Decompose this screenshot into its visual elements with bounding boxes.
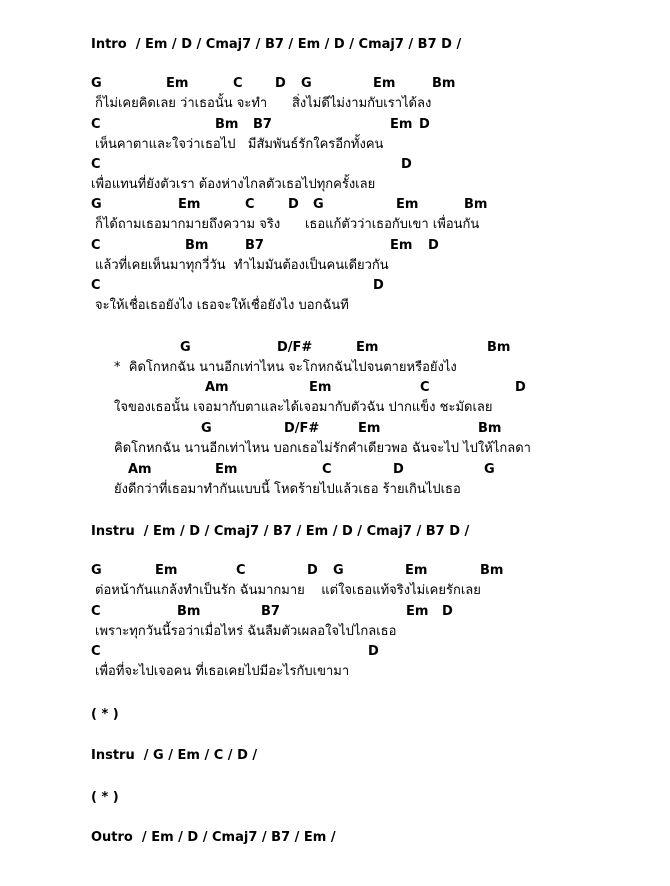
chord: D/F# [277,340,313,355]
chord: Am [128,462,152,477]
chord: C [245,197,255,212]
lyric-line: * คิดโกหกฉัน นานอีกเท่าไหน จะโกหกฉันไปจนตายหรือยังไง [114,360,457,375]
chord: Bm [478,421,502,436]
chord: G [91,563,102,578]
chord: D/F# [284,421,320,436]
chorus-repeat-marker: ( * ) [91,790,119,805]
chord: Em [406,604,429,619]
lyric-line: ก็ได้ถามเธอมากมายถึงความ จริง เธอแก้ตัวว่าเธอกับเขา เพื่อนกัน [95,217,480,232]
lyric-line: ยังดีกว่าที่เธอมาทำกันแบบนี้ โหดร้ายไปแล้วเธอ ร้ายเกินไปเธอ [114,482,461,497]
chord: Bm [432,76,456,91]
lyric-line: จะให้เชื่อเธอยังไง เธอจะให้เชื่อยังไง บอกฉันที [95,298,349,313]
chord: D [428,238,439,253]
chord: Am [205,380,229,395]
chord-row [0,462,670,558]
chord: Em [215,462,238,477]
lyric-line: เพื่อแทนที่ยังตัวเรา ต้องห่างไกลตัวเธอไปทุกครั้งเลย [91,177,376,192]
chord: Em [155,563,178,578]
chord: D [401,157,412,172]
lyric-line: แล้วที่เคยเห็นมาทุกวี่วัน ทำไมมันต้องเป็นคนเดียวกัน [95,258,389,273]
chord: D [442,604,453,619]
chord: Em [356,340,379,355]
chord: Em [358,421,381,436]
chord: D [515,380,526,395]
chord: Bm [480,563,504,578]
chord: C [236,563,246,578]
instru-line: Instru / G / Em / C / D / [91,748,258,763]
chorus-repeat-marker: ( * ) [91,707,119,722]
chord: Bm [177,604,201,619]
chord: C [420,380,430,395]
chord: B7 [245,238,264,253]
chord: G [484,462,495,477]
chord: C [91,238,101,253]
chord: C [91,604,101,619]
lyric-line: ต่อหน้ากันแกล้งทำเป็นรัก ฉันมากมาย แต่ใจเธอแท้จริงไม่เคยรักเลย [95,583,481,598]
intro-line: Intro / Em / D / Cmaj7 / B7 / Em / D / Cmaj7 / B7 D / [91,37,462,52]
chord: D [393,462,404,477]
chord: Em [178,197,201,212]
lyric-line: เพราะทุกวันนี้รอว่าเมื่อไหร่ ฉันลืมตัวเผลอใจไปไกลเธอ [95,624,397,639]
chord: D [288,197,299,212]
instru-line: Instru / Em / D / Cmaj7 / B7 / Em / D / Cmaj7 / B7 D / [91,524,470,539]
chord: Bm [185,238,209,253]
chord: G [91,76,102,91]
outro-line: Outro / Em / D / Cmaj7 / B7 / Em / [91,830,336,845]
chord: Em [309,380,332,395]
lyric-line: ใจของเธอนั้น เจอมากับตาและได้เจอมากับตัวฉัน ปากแข็ง ชะมัดเลย [114,400,493,415]
chord: Bm [487,340,511,355]
chord: Em [405,563,428,578]
chord: D [307,563,318,578]
chord: C [91,117,101,132]
chord: B7 [253,117,272,132]
chord: D [275,76,286,91]
chord: Em [396,197,419,212]
chord: G [333,563,344,578]
chord: Bm [464,197,488,212]
chord: C [91,644,101,659]
chord: Em [373,76,396,91]
chord: D [419,117,430,132]
chord: C [233,76,243,91]
chord: D [368,644,379,659]
chord: C [91,278,101,293]
chord: Em [390,117,413,132]
chord: D [373,278,384,293]
chord: B7 [261,604,280,619]
chord: G [313,197,324,212]
chord: C [91,157,101,172]
lyric-line: ก็ไม่เคยคิดเลย ว่าเธอนั้น จะทำ สิ่งไม่ดีไม่งามกับเราได้ลง [95,96,432,111]
lyric-line: เพื่อที่จะไปเจอคน ที่เธอเคยไปมีอะไรกับเขามา [95,664,350,679]
chord: Em [166,76,189,91]
chord: G [201,421,212,436]
chord: G [180,340,191,355]
chord: G [91,197,102,212]
chord: Bm [215,117,239,132]
chord: Em [390,238,413,253]
chord: C [322,462,332,477]
lyric-line: คิดโกหกฉัน นานอีกเท่าไหน บอกเธอไม่รักคำเดียวพอ ฉันจะไป ไปให้ไกลดา [114,441,531,456]
chord: G [301,76,312,91]
lyric-line: เห็นคาตาและใจว่าเธอไป มีสัมพันธ์รักใครอีกทั้งคน [95,137,384,152]
